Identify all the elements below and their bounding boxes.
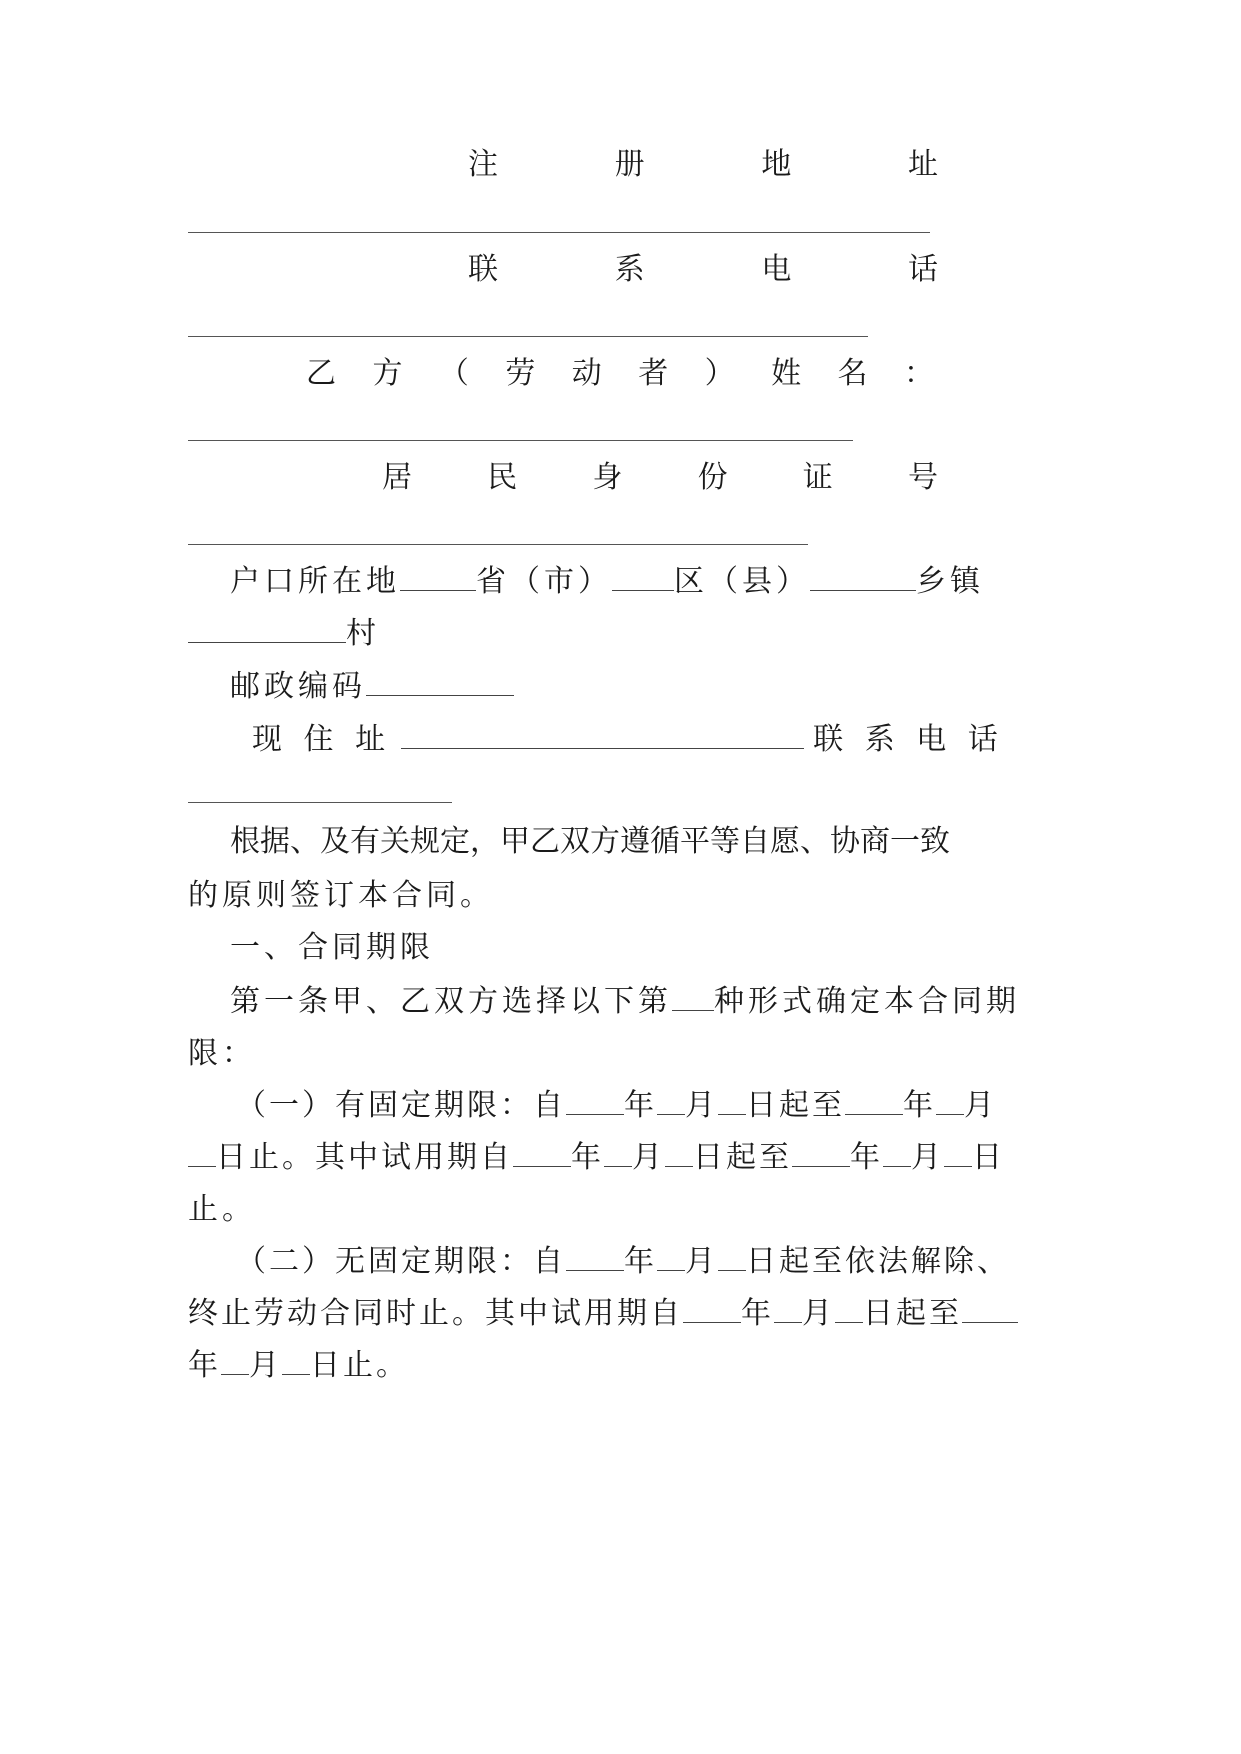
month-label: 月: [685, 1088, 718, 1123]
from-to-label: 日起至: [693, 1140, 792, 1175]
char: 注: [468, 147, 498, 182]
year-label: 年: [188, 1348, 221, 1383]
article-1-text-a: 第一条甲、乙双方选择以下第: [230, 984, 672, 1019]
year-label: 年: [850, 1140, 883, 1175]
party-b-name-label: [306, 352, 934, 396]
open-term-label: （二）无固定期限：自: [236, 1244, 566, 1279]
month-label: 月: [802, 1296, 835, 1331]
char: 份: [697, 460, 728, 495]
from-to-label: 日起至: [746, 1088, 845, 1123]
char: 系: [614, 252, 645, 287]
char: ）: [704, 356, 735, 391]
char: ：: [903, 356, 934, 391]
intro-line-1: 根据、及有关规定，甲乙双方遵循平等自愿、协商一致: [230, 824, 950, 859]
article-1-text-b: 种形式确定本合同期: [714, 984, 1020, 1019]
month-label: 月: [964, 1088, 997, 1123]
company-phone-label: [468, 248, 938, 292]
fixed-term-line-2: [188, 1136, 1058, 1180]
fixed-term-line-1: [236, 1084, 1056, 1128]
year-label: 年: [624, 1088, 657, 1123]
char: （: [438, 356, 469, 391]
article-1-line-1: [230, 980, 1060, 1024]
char: 劳: [505, 356, 536, 391]
month-label: 月: [632, 1140, 665, 1175]
month-label: 月: [249, 1348, 282, 1383]
char: 联: [468, 252, 498, 287]
registered-address-label: [468, 143, 938, 187]
char: 址: [907, 147, 938, 182]
registered-address-blank: [188, 232, 930, 233]
start-day-blank: [718, 1084, 746, 1115]
open-probation-end-month-blank: [221, 1344, 249, 1375]
start-month-blank: [657, 1084, 685, 1115]
probation-start-day-blank: [665, 1136, 693, 1167]
char: 证: [802, 460, 833, 495]
current-address-line: [252, 718, 1004, 762]
current-address-blank: [401, 718, 804, 749]
month-label: 月: [911, 1140, 944, 1175]
open-probation-start-month-blank: [774, 1292, 802, 1323]
open-start-month-blank: [657, 1240, 685, 1271]
province-blank: [400, 560, 476, 591]
open-start-year-blank: [566, 1240, 624, 1271]
start-year-blank: [566, 1084, 624, 1115]
intro-line-2: 的原则签订本合同。: [188, 878, 494, 913]
postcode-line: [230, 665, 630, 709]
contact-phone-blank: [188, 802, 452, 803]
char: 者: [638, 356, 669, 391]
contact-phone-label: 联 系 电 话: [813, 722, 1004, 757]
char: 方: [372, 356, 403, 391]
char: 民: [487, 460, 518, 495]
postcode-label: 邮政编码: [230, 669, 366, 704]
char: 身: [592, 460, 623, 495]
end-label: 日止。: [310, 1348, 409, 1383]
char: 乙: [306, 356, 336, 391]
form-choice-blank: [672, 980, 714, 1011]
char: 电: [761, 252, 792, 287]
char: 姓: [771, 356, 802, 391]
char: 地: [761, 147, 792, 182]
fixed-term-line-3: 止。: [188, 1192, 256, 1227]
article-1-line-2: 限：: [188, 1036, 256, 1071]
hukou-line: [230, 560, 1050, 604]
open-probation-start-year-blank: [683, 1292, 741, 1323]
hukou-label: 户口所在地: [230, 564, 400, 599]
day-label: 日: [972, 1140, 1005, 1175]
end-month-blank: [936, 1084, 964, 1115]
probation-start-year-blank: [513, 1136, 571, 1167]
district-label: 区（县）: [674, 564, 810, 599]
postcode-blank: [366, 665, 514, 696]
char: 册: [614, 147, 645, 182]
char: 动: [571, 356, 602, 391]
end-year-blank: [845, 1084, 903, 1115]
village-label: 村: [346, 616, 380, 651]
year-label: 年: [624, 1244, 657, 1279]
probation-start-month-blank: [604, 1136, 632, 1167]
year-label: 年: [571, 1140, 604, 1175]
town-blank: [810, 560, 916, 591]
open-term-line-2: [188, 1292, 1058, 1336]
town-label: 乡镇: [916, 564, 984, 599]
company-phone-blank: [188, 336, 868, 337]
open-probation-start-day-blank: [835, 1292, 863, 1323]
open-start-day-blank: [718, 1240, 746, 1271]
party-b-name-blank: [188, 440, 853, 441]
village-line: [188, 612, 1052, 656]
end-day-blank: [188, 1136, 216, 1167]
year-label: 年: [741, 1296, 774, 1331]
char: 名: [837, 356, 868, 391]
char: 号: [907, 460, 938, 495]
year-label: 年: [903, 1088, 936, 1123]
probation-end-year-blank: [792, 1136, 850, 1167]
open-term-line-1: [236, 1240, 1066, 1284]
probation-end-month-blank: [883, 1136, 911, 1167]
from-to-label: 日起至: [863, 1296, 962, 1331]
open-term-line-3: [188, 1344, 688, 1388]
section-heading: 一、合同期限: [230, 930, 434, 965]
district-blank: [612, 560, 674, 591]
char: 话: [907, 252, 938, 287]
open-probation-end-year-blank: [962, 1292, 1018, 1323]
open-probation-end-day-blank: [282, 1344, 310, 1375]
fixed-term-label: （一）有固定期限：自: [236, 1088, 566, 1123]
id-number-blank: [188, 544, 808, 545]
char: 居: [382, 460, 412, 495]
probation-label: 日止。其中试用期自: [216, 1140, 513, 1175]
current-address-label: 现 住 址: [252, 722, 392, 757]
open-probation-label: 终止劳动合同时止。其中试用期自: [188, 1296, 683, 1331]
open-term-text-b: 日起至依法解除、: [746, 1244, 1010, 1279]
village-blank: [188, 612, 346, 643]
month-label: 月: [685, 1244, 718, 1279]
province-label: 省（市）: [476, 564, 612, 599]
id-number-label: [382, 456, 938, 500]
probation-end-day-blank: [944, 1136, 972, 1167]
